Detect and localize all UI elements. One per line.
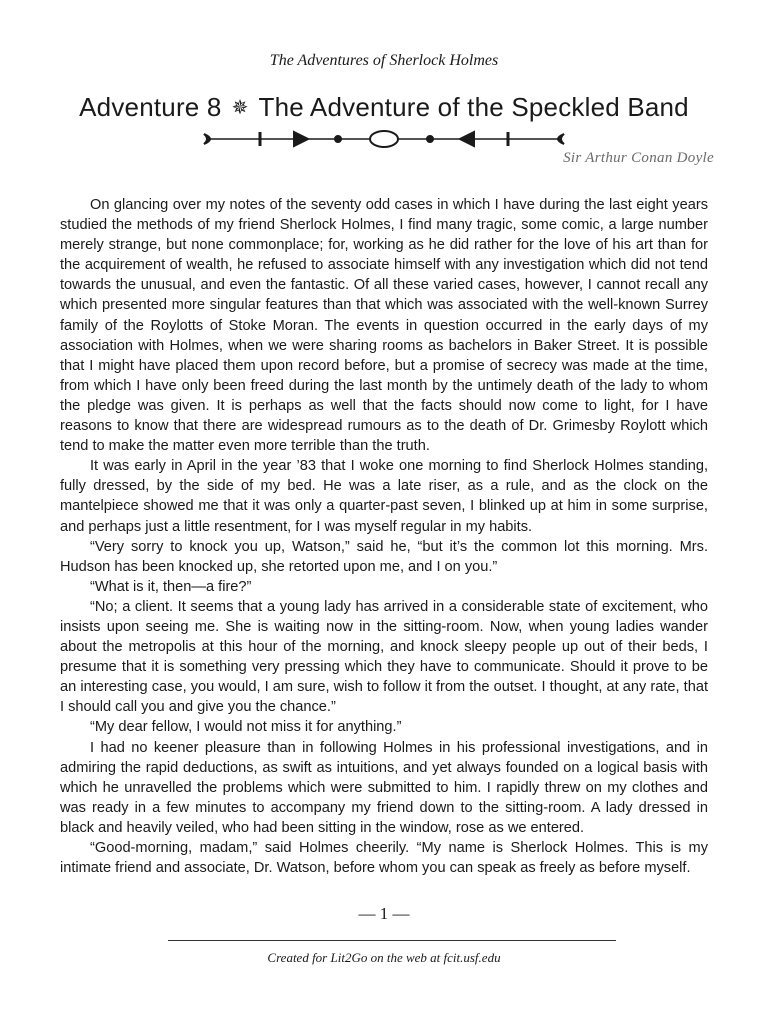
decorative-flourish-icon [198,126,570,158]
running-header: The Adventures of Sherlock Holmes [269,52,499,69]
story-title: The Adventure of the Speckled Band [258,92,689,122]
paragraph: I had no keener pleasure than in following Holmes in his professional investigations, and in admiring the rapid deductions, as swift as intuitions, and yet always founded on a logical basis with which he unravelled the problems which were submitted to him. I rapidly threw on my clothes and was ready in a few minutes to accompany my friend down to the sitting-room. A lady dressed in black and heavily veiled, who had been sitting in the window, rose as we entered. [60,739,708,836]
page-number: — 1 — [358,904,410,923]
paragraph: “No; a client. It seems that a young lady has arrived in a considerable state of excitement, who insists upon seeing me. She is waiting now in the sitting-room. Now, when young ladies wander about the metropolis at this hour of the morning, and knock sleepy people up out of their beds, I presume that it is something very pressing which they have to communicate. Should it prove to be an interesting case, you would, I am sure, wish to follow it from the outset. I thought, at any rate, that I should call you and give you the chance.” [60,598,708,716]
paragraph: “Very sorry to knock you up, Watson,” said he, “but it’s the common lot this morning. Mrs. Hudson has been knocked up, she retorted upon me, and I on you.” [60,538,708,575]
asterisk-flower-icon: ✵ [231,97,249,119]
story-body [60,195,708,878]
paragraph: “What is it, then—a fire?” [90,578,252,595]
footer-credit: Created for Lit2Go on the web at fcit.usf.edu [267,950,501,965]
paragraph: “My dear fellow, I would not miss it for anything.” [90,719,402,736]
paragraph: “Good-morning, madam,” said Holmes cheerily. “My name is Sherlock Holmes. This is my intimate friend and associate, Dr. Watson, before whom you can speak as freely as before myself. [60,840,708,877]
footer-divider [168,940,616,941]
chapter-title [0,92,768,123]
adventure-label: Adventure 8 [79,92,222,122]
author-byline: Sir Arthur Conan Doyle [563,150,714,166]
paragraph: It was early in April in the year ’83 that I woke one morning to find Sherlock Holmes standing, fully dressed, by the side of my bed. He was a late riser, as a rule, and as the clock on the mantelpiece showed me that it was only a quarter-past seven, I blinked up at him in some surprise, and perhaps just a little resentment, for I was myself regular in my habits. [60,458,708,535]
paragraph: On glancing over my notes of the seventy odd cases in which I have during the last eight years studied the methods of my friend Sherlock Holmes, I find many tragic, some comic, a large number merely strange, but none commonplace; for, working as he did rather for the love of his art than for the acquirement of wealth, he refused to associate himself with any investigation which did not tend towards the unusual, and even the fantastic. Of all these varied cases, however, I cannot recall any which presented more singular features than that which was associated with the well-known Surrey family of the Roylotts of Stoke Moran. The events in question occurred in the early days of my association with Holmes, when we were sharing rooms as bachelors in Baker Street. It is possible that I might have placed them upon record before, but a promise of secrecy was made at the time, from which I have only been freed during the last month by the untimely death of the lady to whom the pledge was given. It is perhaps as well that the facts should now come to light, for I have reasons to know that there are widespread rumours as to the death of Dr. Grimesby Roylott which tend to make the matter even more terrible than the truth. [60,197,708,455]
